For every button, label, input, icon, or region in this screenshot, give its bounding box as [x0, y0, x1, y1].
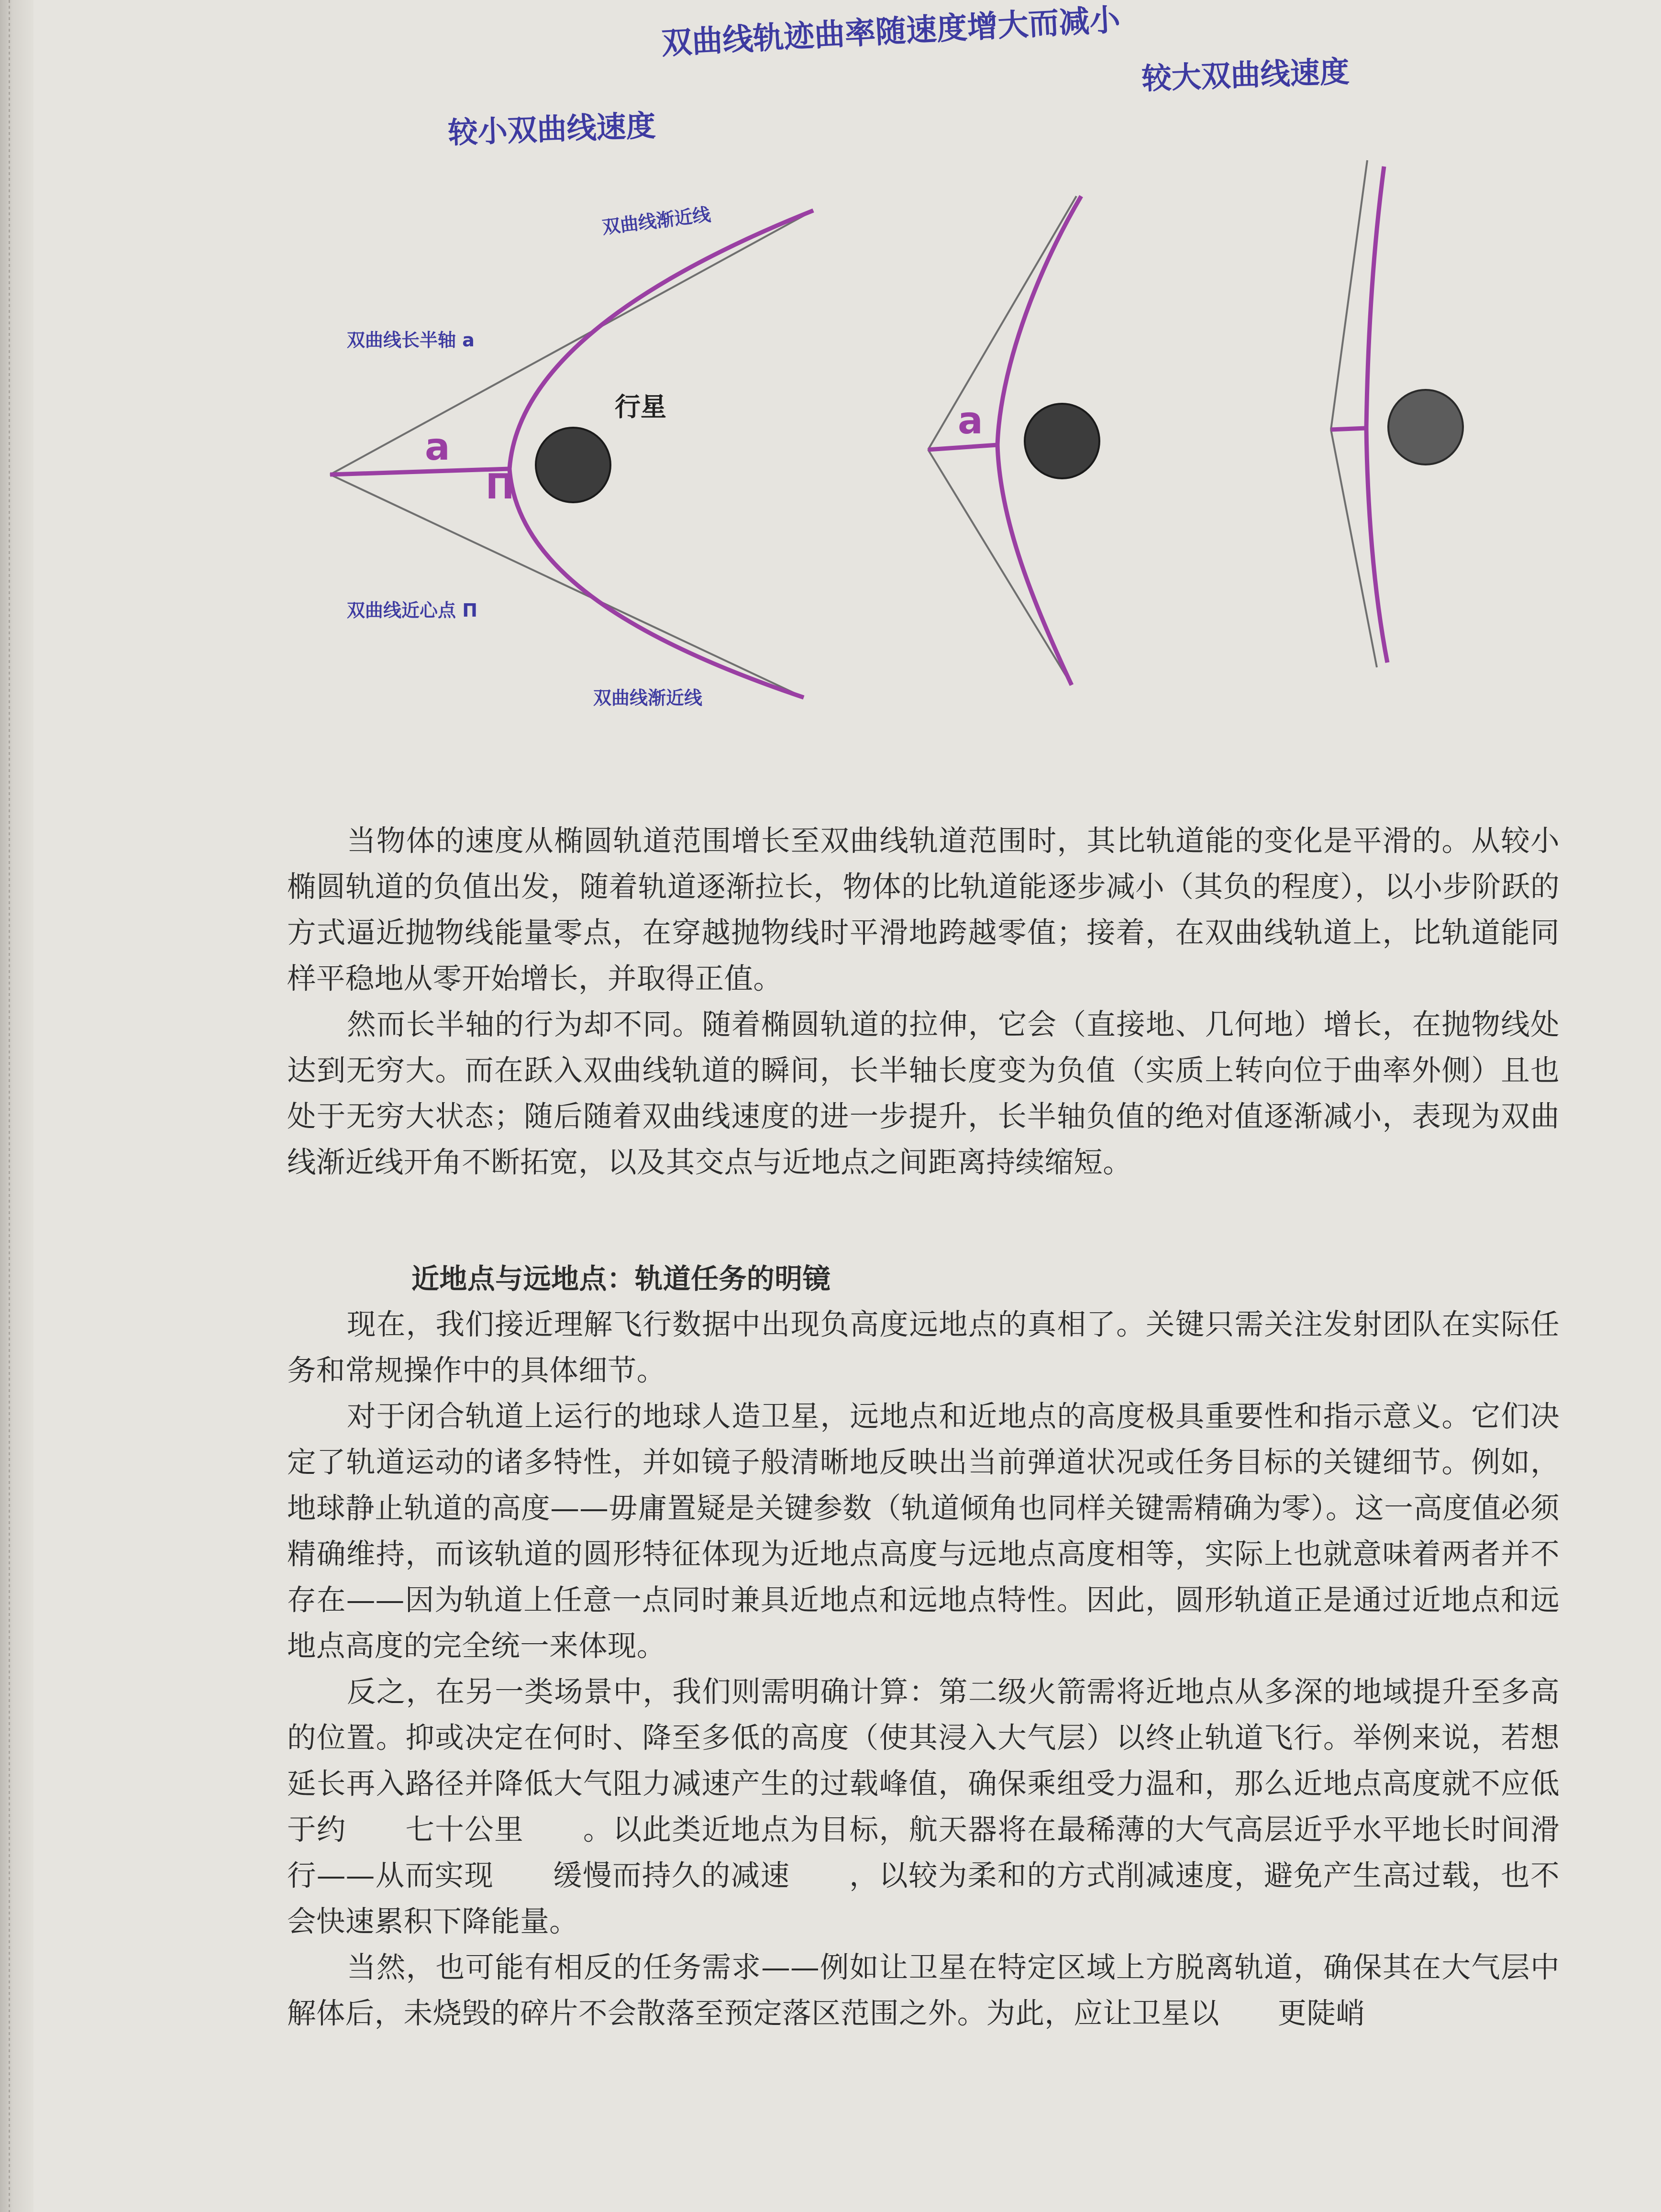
paragraph: 反之，在另一类场景中，我们则需明确计算：第二级火箭需将近地点从多深的地域提升至多高的位置。抑或决定在何时、降至多低的高度（使其浸入大气层）以终止轨道飞行。举例来说，若想延长再入路径并降低大气阻力减速产生的过载峰值，确保乘组受力温和，那么近地点高度就不应低于约 七十公里 。以此类近地点为目标，航天器将在最稀薄的大气高层近乎水平地长时间滑行——从而实现 缓慢而持久的减速 ，以较为柔和的方式削减速度，避免产生高过载，也不会快速累积下降能量。 [287, 1675, 1560, 1938]
middle-hyperbola [928, 196, 1099, 685]
section2-text [287, 1256, 1560, 2036]
label-a-left: a [425, 426, 450, 469]
right-hyperbola [1331, 160, 1463, 667]
label-pi: Π [486, 466, 515, 507]
label-pericenter: 双曲线近心点 Π [347, 600, 478, 621]
label-asymptote-top: 双曲线渐近线 [601, 204, 712, 238]
figure-left-caption: 较小双曲线速度 [447, 108, 656, 150]
right-hyperbola-curve [1366, 166, 1387, 663]
left-asymptote-bottom [330, 475, 804, 697]
label-asymptote-bottom: 双曲线渐近线 [593, 687, 703, 708]
right-planet [1388, 390, 1463, 465]
left-planet [536, 428, 610, 502]
middle-semi-major-axis [928, 445, 997, 450]
left-semi-major-axis [330, 469, 509, 475]
section1-text [287, 818, 1560, 1185]
figure-title: 双曲线轨迹曲率随速度增大而减小 [660, 2, 1121, 62]
right-semi-major-axis [1331, 428, 1366, 430]
right-asymptote-top [1331, 160, 1367, 430]
paragraph: 当然，也可能有相反的任务需求——例如让卫星在特定区域上方脱离轨道，确保其在大气层中解体后，未烧毁的碎片不会散落至预定落区范围之外。为此，应让卫星以 更陡峭 [287, 1951, 1560, 2030]
paragraph: 现在，我们接近理解飞行数据中出现负高度远地点的真相了。关键只需关注发射团队在实际任务和常规操作中的具体细节。 [287, 1308, 1560, 1387]
section-heading: 近地点与远地点：轨道任务的明镜 [411, 1262, 831, 1295]
label-a-mid: a [958, 399, 983, 442]
paragraph: 对于闭合轨道上运行的地球人造卫星，远地点和近地点的高度极具重要性和指示意义。它们决定了轨道运动的诸多特性，并如镜子般清晰地反映出当前弹道状况或任务目标的关键细节。例如，地球静止轨道的高度——毋庸置疑是关键参数（轨道倾角也同样关键需精确为零）。这一高度值必须精确维持，而该轨道的圆形特征体现为近地点高度与远地点高度相等，实际上也就意味着两者并不存在——因为轨道上任意一点同时兼具近地点和远地点特性。因此，圆形轨道正是通过近地点和远地点高度的完全统一来体现。 [287, 1400, 1560, 1663]
label-semi-major: 双曲线长半轴 a [347, 330, 475, 351]
hyperbola-diagram [0, 0, 1661, 746]
left-hyperbola [330, 210, 813, 697]
paragraph: 然而长半轴的行为却不同。随着椭圆轨道的拉伸，它会（直接地、几何地）增长，在抛物线处达到无穷大。而在跃入双曲线轨道的瞬间，长半轴长度变为负值（实质上转向位于曲率外侧）且也处于无穷大状态；随后随着双曲线速度的进一步提升，长半轴负值的绝对值逐渐减小，表现为双曲线渐近线开角不断拓宽，以及其交点与近地点之间距离持续缩短。 [287, 1008, 1560, 1179]
middle-planet [1025, 404, 1099, 478]
label-planet: 行星 [615, 392, 666, 422]
paragraph: 当物体的速度从椭圆轨道范围增长至双曲线轨道范围时，其比轨道能的变化是平滑的。从较小椭圆轨道的负值出发，随着轨道逐渐拉长，物体的比轨道能逐步减小（其负的程度），以小步阶跃的方式逼近抛物线能量零点，在穿越抛物线时平滑地跨越零值；接着，在双曲线轨道上，比轨道能同样平稳地从零开始增长，并取得正值。 [287, 824, 1560, 995]
figure-right-caption: 较大双曲线速度 [1141, 54, 1350, 96]
